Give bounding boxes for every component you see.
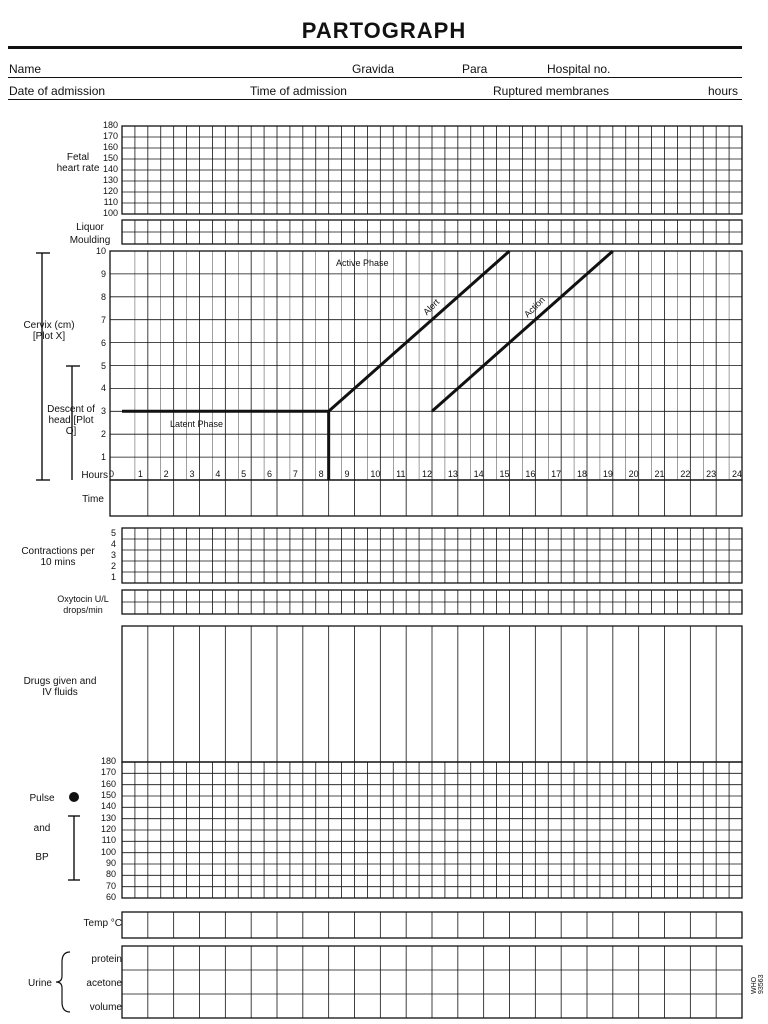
hour-tick: 23 (706, 469, 717, 479)
pulse-tick: 180 (100, 756, 116, 766)
fhr-tick: 150 (102, 153, 118, 163)
acetone-label: acetone (86, 978, 122, 989)
fhr-tick: 170 (102, 131, 118, 141)
cervix-tick: 3 (100, 406, 106, 417)
cervix-tick: 5 (100, 360, 106, 371)
cervix-tick: 1 (100, 452, 106, 463)
pulse-tick: 160 (100, 778, 116, 789)
fhr-tick: 120 (102, 186, 118, 196)
fetal-heart-rate-label: Fetal heart rate (56, 152, 100, 174)
hour-tick: 3 (189, 469, 195, 479)
pulse-tick: 170 (100, 767, 116, 778)
pulse-tick: 140 (100, 801, 116, 812)
oxytocin-label: Oxytocin U/L drops/min (57, 594, 109, 615)
hour-tick: 12 (422, 469, 433, 479)
hour-tick: 13 (447, 469, 458, 479)
temp-label: Temp °C (83, 918, 122, 929)
hour-tick: 15 (499, 469, 510, 479)
pulse-tick: 70 (105, 880, 116, 891)
ruptured-membranes-label: Ruptured membranes (493, 84, 610, 98)
time-row (110, 480, 742, 516)
hour-tick: 21 (654, 469, 665, 479)
fhr-tick: 110 (103, 197, 118, 207)
moulding-label: Moulding (69, 235, 111, 246)
fhr-tick: 160 (102, 142, 118, 152)
hour-tick: 11 (396, 469, 406, 479)
time-label: Time (82, 494, 104, 505)
cervix-tick: 4 (100, 383, 106, 394)
pulse-tick: 110 (101, 835, 116, 846)
contraction-tick: 4 (110, 539, 116, 549)
fhr-tick: 180 (102, 120, 118, 130)
contraction-tick: 3 (110, 550, 116, 560)
hour-tick: 17 (551, 469, 562, 479)
para-field-label: Para (462, 62, 488, 76)
pulse-dot-icon (69, 792, 79, 802)
page-title: PARTOGRAPH (301, 18, 467, 43)
hour-tick: 9 (344, 469, 350, 479)
pulse-label: Pulse (29, 793, 55, 804)
alert-line-label: Alert (421, 296, 442, 318)
pulse-tick: 90 (105, 858, 116, 868)
drugs-label: Drugs given and IV fluids (23, 676, 97, 698)
hour-tick: 6 (267, 469, 273, 479)
volume-label: volume (89, 1002, 122, 1013)
date-admission-label: Date of admission (9, 84, 106, 98)
cervix-tick: 10 (95, 246, 106, 256)
header-line-2 (8, 99, 742, 100)
pulse-tick: 150 (100, 790, 116, 800)
active-phase-label: Active Phase (336, 258, 389, 268)
pulse-tick: 120 (100, 824, 116, 834)
and-label: and (33, 823, 51, 834)
cervix-tick: 9 (100, 268, 106, 279)
hour-tick: 14 (473, 469, 484, 479)
bp-label: BP (35, 852, 49, 863)
liquor-label: Liquor (76, 222, 104, 233)
cervix-label: Cervix (cm) [Plot X] (23, 320, 75, 342)
hour-tick: 10 (370, 469, 381, 479)
hours-axis-label: Hours (81, 470, 108, 481)
hour-tick: 7 (292, 469, 298, 479)
hour-tick: 4 (215, 469, 221, 479)
cervix-tick: 6 (100, 337, 106, 348)
descent-label: Descent of head [Plot O] (47, 404, 95, 437)
hour-tick: 0 (109, 469, 115, 479)
contraction-tick: 2 (110, 561, 116, 571)
cervix-tick: 7 (100, 314, 106, 325)
hour-tick: 24 (732, 469, 743, 479)
hour-tick: 20 (628, 469, 639, 479)
fhr-tick: 100 (102, 208, 118, 218)
gravida-field-label: Gravida (352, 62, 395, 76)
pulse-tick: 100 (100, 846, 116, 857)
protein-label: protein (91, 954, 122, 965)
hour-tick: 22 (680, 469, 691, 479)
name-field-label: Name (9, 62, 42, 76)
hour-tick: 16 (525, 469, 536, 479)
urine-label: Urine (28, 978, 52, 989)
contraction-tick: 5 (110, 528, 116, 538)
pulse-tick: 130 (100, 812, 116, 823)
hour-tick: 5 (241, 469, 247, 479)
hospital-no-field-label: Hospital no. (547, 62, 611, 76)
title-rule (8, 46, 742, 49)
pulse-tick: 60 (105, 892, 116, 902)
action-line-label: Action (522, 294, 547, 320)
hour-tick: 2 (163, 469, 169, 479)
pulse-tick: 80 (105, 869, 116, 880)
time-admission-label: Time of admission (250, 84, 347, 98)
header-line-1 (8, 77, 742, 78)
hour-tick: 18 (577, 469, 588, 479)
hour-tick: 1 (137, 469, 143, 479)
contractions-label: Contractions per 10 mins (21, 546, 95, 568)
hour-tick: 8 (318, 469, 324, 479)
latent-phase-label: Latent Phase (170, 419, 224, 429)
contraction-tick: 1 (110, 572, 116, 582)
cervix-tick: 8 (100, 291, 106, 302)
fhr-tick: 130 (102, 175, 118, 185)
who-watermark: WHO 93563 (751, 974, 765, 994)
cervix-tick: 2 (100, 429, 106, 440)
fhr-tick: 140 (102, 164, 118, 174)
hour-tick: 19 (602, 469, 613, 479)
hours-label: hours (708, 84, 739, 98)
